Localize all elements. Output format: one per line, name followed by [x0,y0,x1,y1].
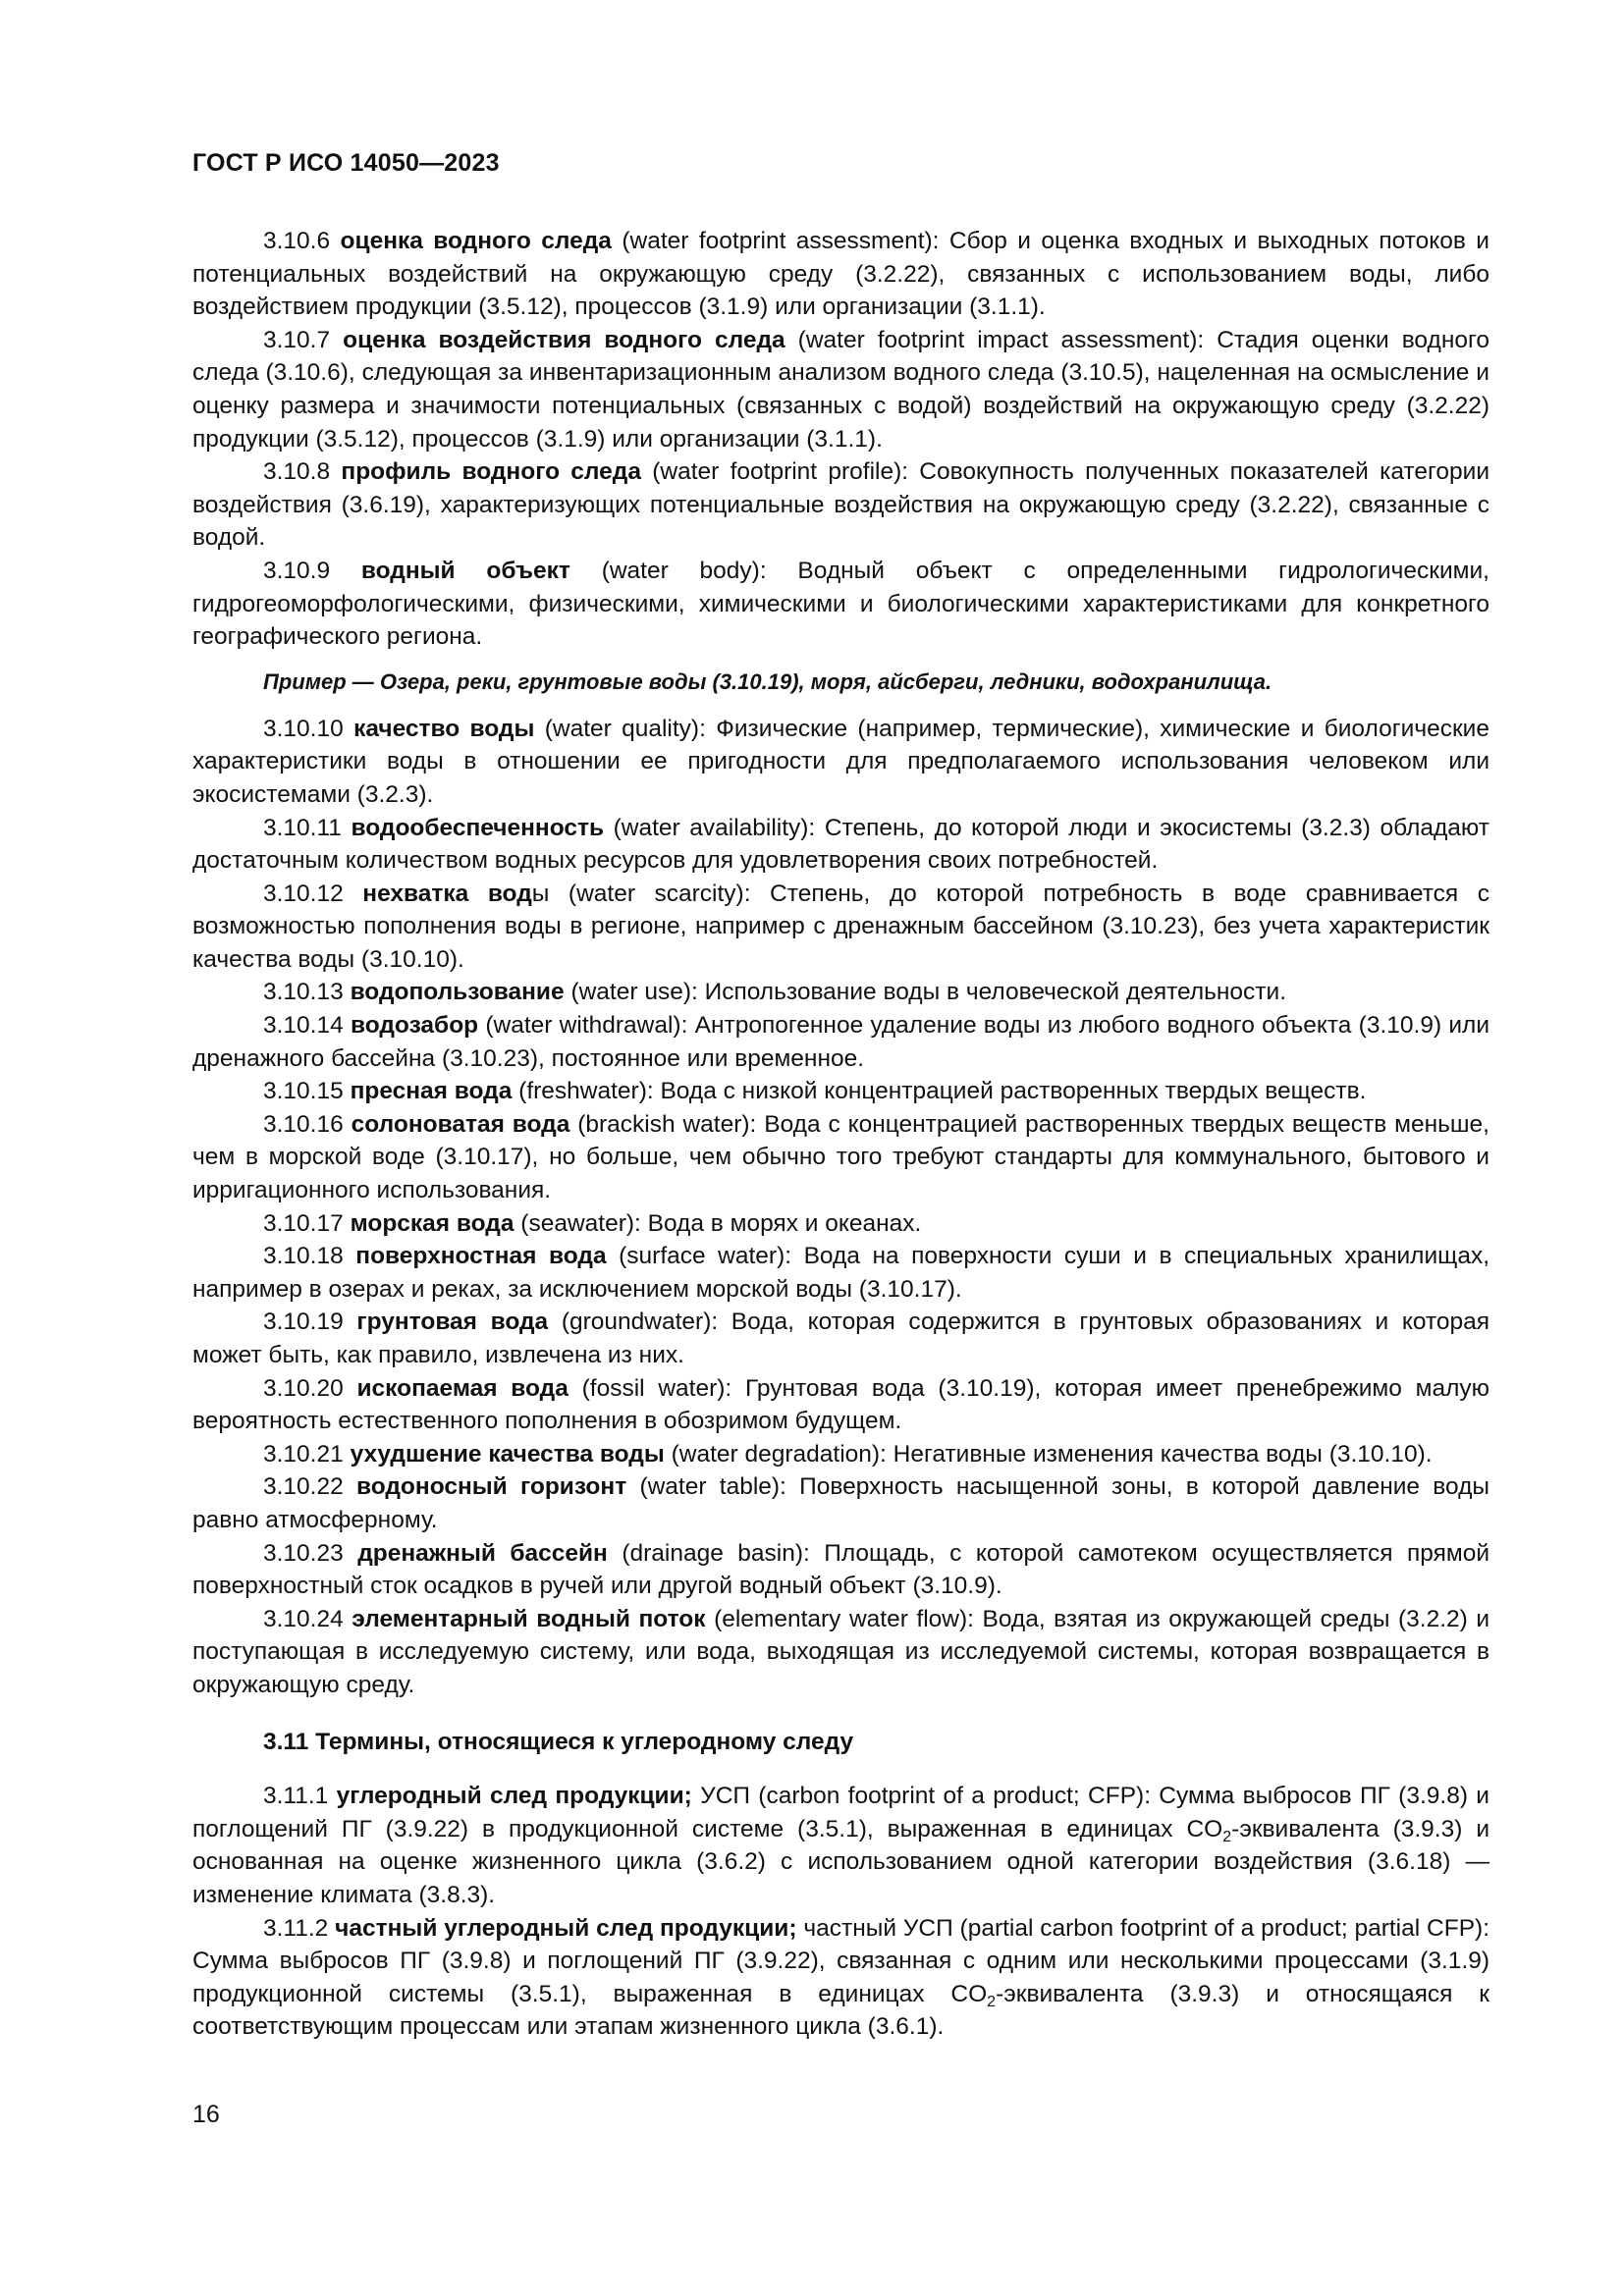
term-entry [192,1240,1489,1306]
term-definition: (elementary water flow): Вода, взятая из окружающей среды (3.2.2) и поступающая в исследуемую систему, или вода, выходящая из исследуемой системы, которая возвращается в окружающую среду. [192,1605,1490,1698]
term-entry [192,878,1489,977]
term-number: 3.10.17 [263,1209,344,1237]
term-definition: (fossil water): Грунтовая вода (3.10.19), которая имеет пренебрежимо малую вероятность естественного пополнения в обозримом будущем. [192,1374,1489,1435]
term-title: оценка водного следа [340,228,612,254]
term-definition: (water footprint impact assessment): Стадия оценки водного следа (3.10.6), следующая за инвентаризационным анализом водного следа (3.10.5), нацеленная на осмысление и оценку размера и значимости потенциальных (связанных с водой) воздействий на окружающую среду (3.2.22) продукции (3.5.12), процессов (3.1.9) или организации (3.1.1). [192,326,1489,453]
term-entry [192,1438,1489,1471]
term-entry [192,1470,1489,1536]
term-entry [192,976,1489,1009]
term-number: 3.10.11 [263,814,342,841]
document-header: ГОСТ Р ИСО 14050—2023 [192,149,500,177]
term-number: 3.10.8 [263,458,331,486]
term-number: 3.10.22 [263,1473,344,1501]
term-title: нехватка вод [362,880,532,907]
term-entry-3-11-2 [192,1912,1489,2044]
term-title: водоносный горизонт [356,1473,627,1501]
term-number: 3.10.23 [263,1539,344,1567]
term-entry [192,1537,1489,1603]
term-number: 3.10.24 [263,1605,344,1632]
term-definition-cont: -эквивалента (3.9.3) и основанная на оценке жизненного цикла (3.6.2) с использованием одной категории воздействия (3.6.18) — изменение климата (3.8.3). [192,1815,1490,1908]
term-title: грунтовая вода [356,1308,549,1336]
term-number: 3.10.20 [263,1374,344,1402]
section-heading-3-11: 3.11 Термины, относящиеся к углеродному следу [263,1728,854,1755]
term-number: 3.10.14 [263,1012,344,1040]
terms-list-3-10-part1 [192,225,1489,654]
page-number: 16 [192,2101,220,2128]
term-definition: (groundwater): Вода, которая содержится в грунтовых образованиях и которая может быть, как правило, извлечена из них. [192,1308,1490,1368]
term-entry [192,1372,1489,1438]
term-entry [192,555,1489,654]
term-definition: (surface water): Вода на поверхности суши и в специальных хранилищах, например в озерах и реках, за исключением морской воды (3.10.17). [192,1243,1490,1303]
term-entry-3-11-1 [192,1780,1489,1911]
term-title-tail: ы [531,880,550,907]
term-entry [192,455,1489,555]
term-definition: (freshwater): Вода с низкой концентрацией растворенных твердых веществ. [518,1078,1367,1105]
subscript: 2 [1222,1828,1232,1845]
term-definition: (water withdrawal): Антропогенное удаление воды из любого водного объекта (3.10.9) или дренажного бассейна (3.10.23), постоянное или временное. [192,1012,1490,1072]
term-title: элементарный водный поток [352,1605,706,1632]
term-definition: (water scarcity): Степень, до которой потребность в воде сравнивается с возможностью пополнения воды в регионе, например с дренажным бассейном (3.10.23), без учета характеристик качества воды (3.10.10). [192,880,1489,973]
term-number: 3.10.7 [263,326,331,353]
term-title: водный объект [360,557,570,584]
term-title: водопользование [350,979,565,1006]
term-title: частный углеродный след продукции; [335,1914,797,1942]
term-definition: (water use): Использование воды в человеческой деятельности. [570,979,1287,1006]
term-title: ископаемая вода [356,1374,568,1402]
term-number: 3.10.10 [263,715,344,742]
term-definition: (water table): Поверхность насыщенной зоны, в которой давление воды равно атмосферному. [192,1473,1490,1533]
term-number: 3.10.18 [263,1243,344,1270]
term-entry [192,225,1489,324]
term-entry [192,1603,1489,1702]
term-definition: (water availability): Степень, до которой люди и экосистемы (3.2.3) обладают достаточным количеством водных ресурсов для удовлетворения своих потребностей. [192,814,1489,875]
term-definition: УСП (carbon footprint of a product; CFP): Сумма выбросов ПГ (3.9.8) и поглощений ПГ (3.9.22) в продукционной системе (3.5.1), выраженная в единицах CO [192,1783,1489,1842]
term-definition-cont: -эквивалента (3.9.3) и относящаяся к соответствующим процессам или этапам жизненного цикла (3.6.1). [192,1980,1489,2041]
term-entry [192,1075,1489,1108]
term-title: морская вода [350,1209,514,1237]
term-definition: (drainage basin): Площадь, с которой самотеком осуществляется прямой поверхностный сток осадков в ручей или другой водный объект (3.10.9). [192,1539,1490,1600]
term-definition: (water footprint assessment): Сбор и оценка входных и выходных потоков и потенциальных воздействий на окружающую среду (3.2.22), связанных с использованием воды, либо воздействием продукции (3.5.12), процессов (3.1.9) или организации (3.1.1). [192,228,1489,321]
term-number: 3.10.19 [263,1308,344,1336]
term-title: углеродный след продукции; [336,1783,692,1810]
term-entry [192,1009,1489,1075]
term-entry [192,1207,1489,1241]
term-definition: (water body): Водный объект с определенными гидрологическими, гидрогеоморфологическими, физическими, химическими и биологическими характеристиками для конкретного географического региона. [192,557,1489,651]
term-title: дренажный бассейн [357,1539,608,1567]
term-number: 3.10.21 [263,1440,344,1468]
term-definition: (water degradation): Негативные изменения качества воды (3.10.10). [671,1440,1433,1468]
term-title: ухудшение качества воды [350,1440,665,1468]
term-number: 3.11.2 [263,1914,329,1942]
term-entry [192,1108,1489,1207]
term-title: водозабор [351,1012,479,1040]
example-note: Пример — Озера, реки, грунтовые воды (3.10.19), моря, айсберги, ледники, водохранилища. [263,668,1272,694]
term-definition: (water footprint profile): Совокупность полученных показателей категории воздействия (3.6.19), характеризующих потенциальные воздействия на окружающую среду (3.2.22), связанные с водой. [192,458,1489,552]
term-definition: (seawater): Вода в морях и океанах. [520,1209,922,1237]
term-title: профиль водного следа [341,458,641,486]
term-title: водообеспеченность [351,814,605,841]
term-title: солоноватая вода [351,1110,570,1138]
term-number: 3.10.15 [263,1078,344,1105]
term-entry [192,713,1489,812]
term-number: 3.10.12 [263,880,344,907]
term-entry [192,812,1489,878]
term-entry [192,1306,1489,1371]
term-title: оценка воздействия водного следа [343,326,785,353]
term-title: качество воды [353,715,535,742]
term-definition: (water quality): Физические (например, термические), химические и биологические характеристики воды в отношении ее пригодности для предполагаемого использования человеком или экосистемами (3.2.3). [192,715,1489,808]
term-number: 3.11.1 [263,1783,329,1810]
subscript: 2 [987,1993,997,2010]
term-definition: (brackish water): Вода с концентрацией растворенных твердых веществ меньше, чем в морской воде (3.10.17), но больше, чем обычно того требуют стандарты для коммунального, бытового и ирригационного использования. [192,1110,1489,1204]
term-title: поверхностная вода [355,1243,607,1270]
term-number: 3.10.9 [263,557,331,584]
term-number: 3.10.6 [263,228,331,254]
term-number: 3.10.13 [263,979,344,1006]
term-title: пресная вода [350,1078,513,1105]
document-body [192,225,1489,2044]
term-number: 3.10.16 [263,1110,344,1138]
term-definition: частный УСП (partial carbon footprint of a product; partial CFP): Сумма выбросов ПГ (3.9.8) и поглощений ПГ (3.9.22), связанная с одним или несколькими процессами (3.1.9) продукционной системы (3.5.1), выраженная в единицах CO [192,1914,1489,2007]
term-entry [192,324,1489,455]
terms-list-3-10-part2 [192,713,1489,1702]
